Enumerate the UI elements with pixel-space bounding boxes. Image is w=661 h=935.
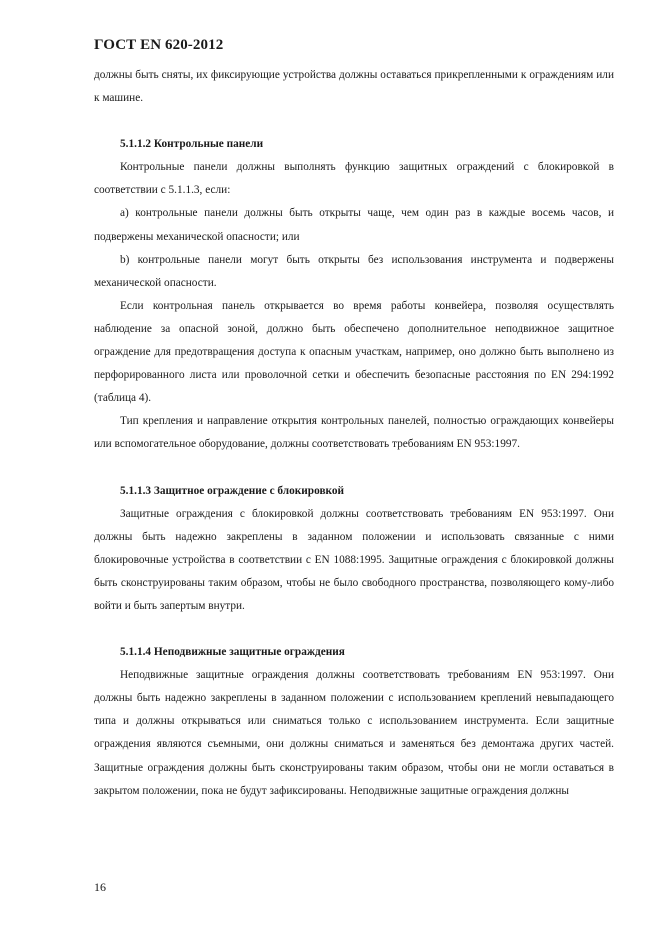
body-paragraph: Контрольные панели должны выполнять функцию защитных ограждений с блокировкой в соответствии с 5.1.1.3, если:	[94, 161, 614, 197]
section-heading: 5.1.1.4 Неподвижные защитные ограждения	[120, 646, 345, 659]
list-item: b) контрольные панели могут быть открыты без использования инструмента и подвержены механической опасности.	[94, 253, 614, 289]
list-item: а) контрольные панели должны быть открыты чаще, чем один раз в каждые восемь часов, и подвержены механической опасности; или	[94, 207, 614, 243]
body-paragraph: должны быть сняты, их фиксирующие устройства должны оставаться прикрепленными к ограждениям или к машине.	[94, 69, 614, 105]
page-number: 16	[94, 880, 106, 894]
body-paragraph: Защитные ограждения с блокировкой должны соответствовать требованиям EN 953:1997. Они должны быть надежно закреплены в заданном положении и использовать связанные с ними блокировочные устройства в соответствии с EN 1088:1995. Защитные ограждения с блокировкой должны быть сконструированы таким образом, чтобы не было свободного пространства, позволяющего кому-либо войти и быть запертым внутри.	[94, 507, 614, 612]
document-header: ГОСТ EN 620-2012	[94, 37, 224, 53]
section-heading: 5.1.1.2 Контрольные панели	[120, 138, 264, 151]
section-heading: 5.1.1.3 Защитное ограждение с блокировкой	[120, 484, 345, 497]
body-paragraph: Неподвижные защитные ограждения должны соответствовать требованиям EN 953:1997. Они должны быть надежно закреплены в заданном положении с использованием креплений невыпадающего типа и должны открываться или сниматься только с использованием инструмента. Если защитные ограждения являются съемными, они должны сниматься и заменяться без демонтажа других частей. Защитные ограждения должны быть сконструированы таким образом, чтобы они не могли оставаться в закрытом положении, пока не будут зафиксированы. Неподвижные защитные ограждения должны	[94, 669, 614, 797]
document-body	[94, 64, 614, 803]
body-paragraph: Если контрольная панель открывается во время работы конвейера, позволяя осуществлять наблюдение за опасной зоной, должно быть обеспечено дополнительное неподвижное защитное ограждение для предотвращения доступа к опасным участкам, например, оно должно быть выполнено из перфорированного листа или проволочной сетки и обеспечить безопасные расстояния по EN 294:1992 (таблица 4).	[94, 299, 614, 405]
body-paragraph: Тип крепления и направление открытия контрольных панелей, полностью ограждающих конвейеры или вспомогательное оборудование, должны соответствовать требованиям EN 953:1997.	[94, 415, 614, 451]
